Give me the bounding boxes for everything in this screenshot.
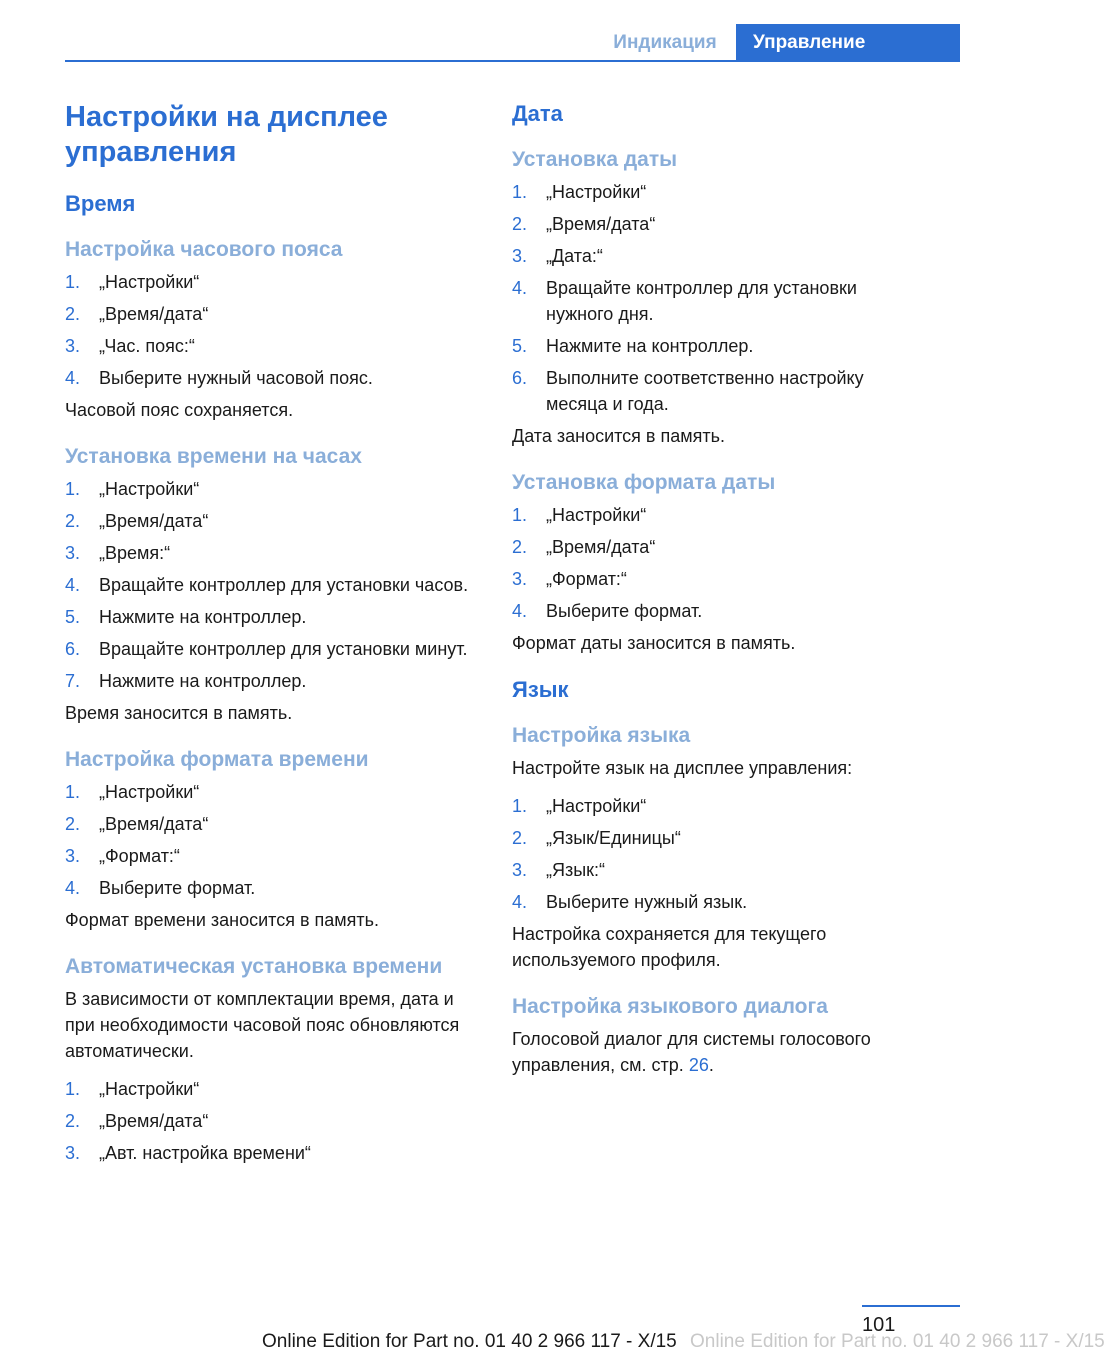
list-item: 4. Выберите формат. — [65, 878, 256, 898]
voice-dialog-heading: Настройка языкового диалога — [512, 995, 828, 1018]
section-date-heading: Дата — [512, 101, 563, 126]
section-language-heading: Язык — [512, 677, 569, 702]
watermark: Online Edition for Part no. 01 40 2 966 117 - X/15 — [690, 1331, 1105, 1352]
page-title: Настройки на дисплее управления — [65, 101, 388, 168]
language-text: Настройте язык на дисплее управления: — [512, 758, 853, 778]
list-item: 3. „Время:“ — [65, 543, 171, 563]
date-format-heading: Установка формата даты — [512, 471, 776, 494]
list-item: 2. „Время/дата“ — [65, 814, 209, 834]
list-item: 1. „Настройки“ — [65, 1079, 200, 1099]
auto-time-heading: Автоматическая установка времени — [65, 955, 443, 978]
language-steps — [512, 793, 917, 915]
left-column — [65, 100, 475, 1172]
list-item: 7. Нажмите на контроллер. — [65, 671, 307, 691]
list-item: 3. „Дата:“ — [512, 246, 603, 266]
list-item: 6. Вращайте контроллер для установки минут. — [65, 639, 468, 659]
tz-steps — [65, 269, 475, 391]
list-item: 2. „Время/дата“ — [512, 537, 656, 557]
list-item: 4. Выберите нужный часовой пояс. — [65, 368, 373, 388]
set-time-steps — [65, 476, 475, 694]
time-format-note: Формат времени заносится в память. — [65, 910, 380, 930]
tab-indikatsiya[interactable]: Индикация — [613, 32, 717, 53]
list-item: 4. Выберите нужный язык. — [512, 892, 748, 912]
voice-dialog-text: Голосовой диалог для системы голосового управления, см. стр. 26. — [512, 1029, 871, 1075]
page-number: 101 — [862, 1314, 896, 1336]
set-time-heading: Установка времени на часах — [65, 445, 362, 468]
list-item: 1. „Настройки“ — [512, 182, 647, 202]
list-item: 4. Выберите формат. — [512, 601, 703, 621]
time-format-heading: Настройка формата времени — [65, 748, 369, 771]
time-format-steps — [65, 779, 475, 901]
list-item: 5. Нажмите на контроллер. — [512, 336, 754, 356]
list-item: 2. „Время/дата“ — [512, 214, 656, 234]
footer-rule — [862, 1305, 960, 1307]
list-item: 1. „Настройки“ — [65, 782, 200, 802]
list-item: 3. „Час. пояс:“ — [65, 336, 195, 356]
list-item: 1. „Настройки“ — [512, 505, 647, 525]
list-item: 4. Вращайте контроллер для установки нужного дня. — [512, 278, 857, 324]
set-time-note: Время заносится в память. — [65, 703, 293, 723]
section-time-heading: Время — [65, 191, 136, 216]
list-item: 3. „Формат:“ — [512, 569, 627, 589]
page-link-26[interactable]: 26 — [688, 1055, 709, 1075]
tz-note: Часовой пояс сохраняется. — [65, 400, 294, 420]
list-item: 1. „Настройки“ — [65, 479, 200, 499]
list-item: 2. „Время/дата“ — [65, 511, 209, 531]
set-date-note: Дата заносится в память. — [512, 426, 725, 446]
list-item: 2. „Время/дата“ — [65, 304, 209, 324]
language-note: Настройка сохраняется для текущего используемого профиля. — [512, 924, 827, 970]
date-format-steps — [512, 502, 917, 624]
tz-heading: Настройка часового пояса — [65, 238, 343, 261]
tab-upravlenie[interactable]: Управление — [736, 24, 960, 62]
date-format-note: Формат даты заносится в память. — [512, 633, 796, 653]
right-column — [512, 100, 917, 1098]
list-item: 4. Вращайте контроллер для установки часов. — [65, 575, 469, 595]
list-item: 1. „Настройки“ — [512, 796, 647, 816]
set-date-heading: Установка даты — [512, 148, 678, 171]
set-date-steps — [512, 179, 917, 417]
list-item: 6. Выполните соответственно настройку месяца и года. — [512, 368, 864, 414]
list-item: 3. „Авт. настройка времени“ — [65, 1143, 311, 1163]
list-item: 1. „Настройки“ — [65, 272, 200, 292]
language-heading: Настройка языка — [512, 724, 691, 747]
header-rule — [65, 60, 960, 62]
list-item: 2. „Язык/Единицы“ — [512, 828, 681, 848]
auto-time-steps — [65, 1076, 475, 1166]
list-item: 3. „Язык:“ — [512, 860, 606, 880]
list-item: 5. Нажмите на контроллер. — [65, 607, 307, 627]
auto-time-text: В зависимости от комплектации время, дата и при необходимости часовой пояс обновляются автоматически. — [65, 989, 460, 1061]
list-item: 2. „Время/дата“ — [65, 1111, 209, 1131]
edition-text: Online Edition for Part no. 01 40 2 966 117 - X/15 — [262, 1331, 677, 1352]
list-item: 3. „Формат:“ — [65, 846, 180, 866]
